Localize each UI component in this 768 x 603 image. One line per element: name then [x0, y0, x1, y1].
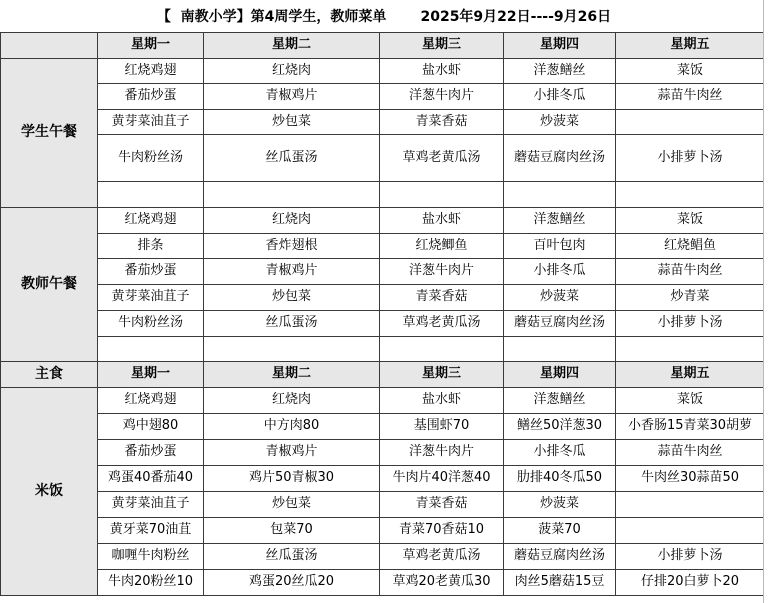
menu-cell: 牛肉片40洋葱40	[380, 466, 504, 492]
menu-cell: 番茄炒蛋	[98, 259, 204, 285]
menu-cell: 牛肉粉丝汤	[98, 135, 204, 182]
menu-cell: 炒包菜	[204, 492, 380, 518]
table-row	[1, 518, 765, 544]
corner-cell: 主食	[1, 362, 98, 388]
menu-cell: 炒青菜	[616, 285, 765, 311]
menu-cell: 盐水虾	[380, 59, 504, 84]
table-row	[1, 110, 765, 135]
day-header: 星期三	[380, 33, 504, 59]
empty-cell	[616, 492, 765, 518]
menu-cell: 青椒鸡片	[204, 259, 380, 285]
menu-cell: 青椒鸡片	[204, 440, 380, 466]
menu-cell: 青菜70香菇10	[380, 518, 504, 544]
menu-cell: 黄牙菜70油苴	[98, 518, 204, 544]
menu-cell: 小排冬瓜	[504, 84, 616, 110]
table-row	[1, 311, 765, 337]
empty-cell	[616, 182, 765, 208]
menu-cell: 香炸翅根	[204, 234, 380, 259]
menu-cell: 蒜苗牛肉丝	[616, 84, 765, 110]
table-row	[1, 59, 765, 84]
menu-cell: 牛肉粉丝汤	[98, 311, 204, 337]
menu-cell: 青椒鸡片	[204, 84, 380, 110]
menu-cell: 洋葱牛肉片	[380, 440, 504, 466]
day-header: 星期五	[616, 362, 765, 388]
menu-cell: 小排冬瓜	[504, 259, 616, 285]
menu-cell: 小排萝卜汤	[616, 311, 765, 337]
menu-cell: 洋葱牛肉片	[380, 84, 504, 110]
menu-cell: 炒包菜	[204, 110, 380, 135]
empty-cell	[504, 337, 616, 362]
table-row	[1, 285, 765, 311]
menu-cell: 炒菠菜	[504, 492, 616, 518]
sheet-title: 【 南教小学】第4周学生，教师菜单 2025年9月22日----9月26日	[156, 9, 612, 25]
empty-cell	[380, 337, 504, 362]
menu-table	[0, 32, 765, 596]
menu-cell: 草鸡老黄瓜汤	[380, 311, 504, 337]
menu-cell: 小排萝卜汤	[616, 544, 765, 570]
menu-cell: 番茄炒蛋	[98, 84, 204, 110]
menu-cell: 丝瓜蛋汤	[204, 311, 380, 337]
menu-cell: 肋排40冬瓜50	[504, 466, 616, 492]
menu-cell: 菜饭	[616, 59, 765, 84]
menu-cell: 洋葱鳝丝	[504, 208, 616, 234]
menu-cell: 黄芽菜油苴子	[98, 110, 204, 135]
day-header: 星期四	[504, 362, 616, 388]
table-row	[1, 208, 765, 234]
menu-cell: 番茄炒蛋	[98, 440, 204, 466]
menu-cell: 青菜香菇	[380, 492, 504, 518]
menu-cell: 红烧肉	[204, 208, 380, 234]
day-header: 星期二	[204, 33, 380, 59]
menu-cell: 炒菠菜	[504, 285, 616, 311]
header-row	[1, 33, 765, 59]
table-row	[1, 466, 765, 492]
menu-cell: 洋葱牛肉片	[380, 259, 504, 285]
staple-header-row	[1, 362, 765, 388]
empty-cell	[98, 182, 204, 208]
menu-cell: 红烧鸡翅	[98, 208, 204, 234]
menu-cell: 黄芽菜油苴子	[98, 492, 204, 518]
menu-cell: 红烧鸡翅	[98, 59, 204, 84]
day-header: 星期一	[98, 33, 204, 59]
table-row	[1, 234, 765, 259]
menu-cell: 菜饭	[616, 208, 765, 234]
menu-cell: 小排萝卜汤	[616, 135, 765, 182]
group-label: 学生午餐	[1, 59, 98, 208]
day-header: 星期五	[616, 33, 765, 59]
empty-cell	[616, 110, 765, 135]
menu-cell: 排条	[98, 234, 204, 259]
day-header: 星期一	[98, 362, 204, 388]
corner-cell	[1, 33, 98, 59]
menu-cell: 鸡蛋20丝瓜20	[204, 570, 380, 596]
menu-cell: 百叶包肉	[504, 234, 616, 259]
table-row	[1, 259, 765, 285]
menu-cell: 草鸡老黄瓜汤	[380, 544, 504, 570]
menu-cell: 小排冬瓜	[504, 440, 616, 466]
menu-cell: 牛肉丝30蒜苗50	[616, 466, 765, 492]
table-row	[1, 84, 765, 110]
table-row	[1, 135, 765, 182]
table-row	[1, 388, 765, 414]
menu-cell: 菜饭	[616, 388, 765, 414]
menu-cell: 红烧鸡翅	[98, 388, 204, 414]
empty-cell	[380, 182, 504, 208]
menu-cell: 草鸡20老黄瓜30	[380, 570, 504, 596]
menu-cell: 鸡蛋40番茄40	[98, 466, 204, 492]
menu-cell: 包菜70	[204, 518, 380, 544]
menu-cell: 洋葱鳝丝	[504, 59, 616, 84]
menu-cell: 草鸡老黄瓜汤	[380, 135, 504, 182]
menu-cell: 中方肉80	[204, 414, 380, 440]
menu-cell: 丝瓜蛋汤	[204, 544, 380, 570]
menu-cell: 红烧肉	[204, 59, 380, 84]
menu-cell: 基围虾70	[380, 414, 504, 440]
group-label: 米饭	[1, 388, 98, 596]
table-row	[1, 570, 765, 596]
menu-cell: 红烧鲫鱼	[380, 234, 504, 259]
menu-cell: 鸡片50青椒30	[204, 466, 380, 492]
table-row	[1, 440, 765, 466]
table-row	[1, 182, 765, 208]
menu-cell: 盐水虾	[380, 388, 504, 414]
menu-cell: 蒜苗牛肉丝	[616, 440, 765, 466]
menu-cell: 炒菠菜	[504, 110, 616, 135]
menu-cell: 丝瓜蛋汤	[204, 135, 380, 182]
menu-cell: 咖喱牛肉粉丝	[98, 544, 204, 570]
menu-cell: 炒包菜	[204, 285, 380, 311]
table-row	[1, 544, 765, 570]
empty-cell	[504, 182, 616, 208]
menu-cell: 黄芽菜油苴子	[98, 285, 204, 311]
group-label: 教师午餐	[1, 208, 98, 362]
menu-cell: 蘑菇豆腐肉丝汤	[504, 135, 616, 182]
day-header: 星期三	[380, 362, 504, 388]
menu-cell: 蘑菇豆腐肉丝汤	[504, 311, 616, 337]
menu-cell: 盐水虾	[380, 208, 504, 234]
table-row	[1, 337, 765, 362]
menu-cell: 蒜苗牛肉丝	[616, 259, 765, 285]
menu-cell: 牛肉20粉丝10	[98, 570, 204, 596]
day-header: 星期四	[504, 33, 616, 59]
table-row	[1, 414, 765, 440]
menu-cell: 仔排20白萝卜20	[616, 570, 765, 596]
menu-cell: 蘑菇豆腐肉丝汤	[504, 544, 616, 570]
empty-cell	[204, 182, 380, 208]
empty-cell	[98, 337, 204, 362]
menu-cell: 肉丝5蘑菇15豆	[504, 570, 616, 596]
menu-cell: 青菜香菇	[380, 285, 504, 311]
menu-cell: 红烧鲳鱼	[616, 234, 765, 259]
empty-cell	[204, 337, 380, 362]
empty-cell	[616, 518, 765, 544]
menu-cell: 鸡中翅80	[98, 414, 204, 440]
menu-cell: 红烧肉	[204, 388, 380, 414]
menu-cell: 鳝丝50洋葱30	[504, 414, 616, 440]
menu-cell: 小香肠15青菜30胡萝	[616, 414, 765, 440]
table-row	[1, 492, 765, 518]
menu-cell: 洋葱鳝丝	[504, 388, 616, 414]
day-header: 星期二	[204, 362, 380, 388]
empty-cell	[616, 337, 765, 362]
menu-cell: 青菜香菇	[380, 110, 504, 135]
sheet-right-edge	[763, 0, 768, 603]
menu-cell: 菠菜70	[504, 518, 616, 544]
